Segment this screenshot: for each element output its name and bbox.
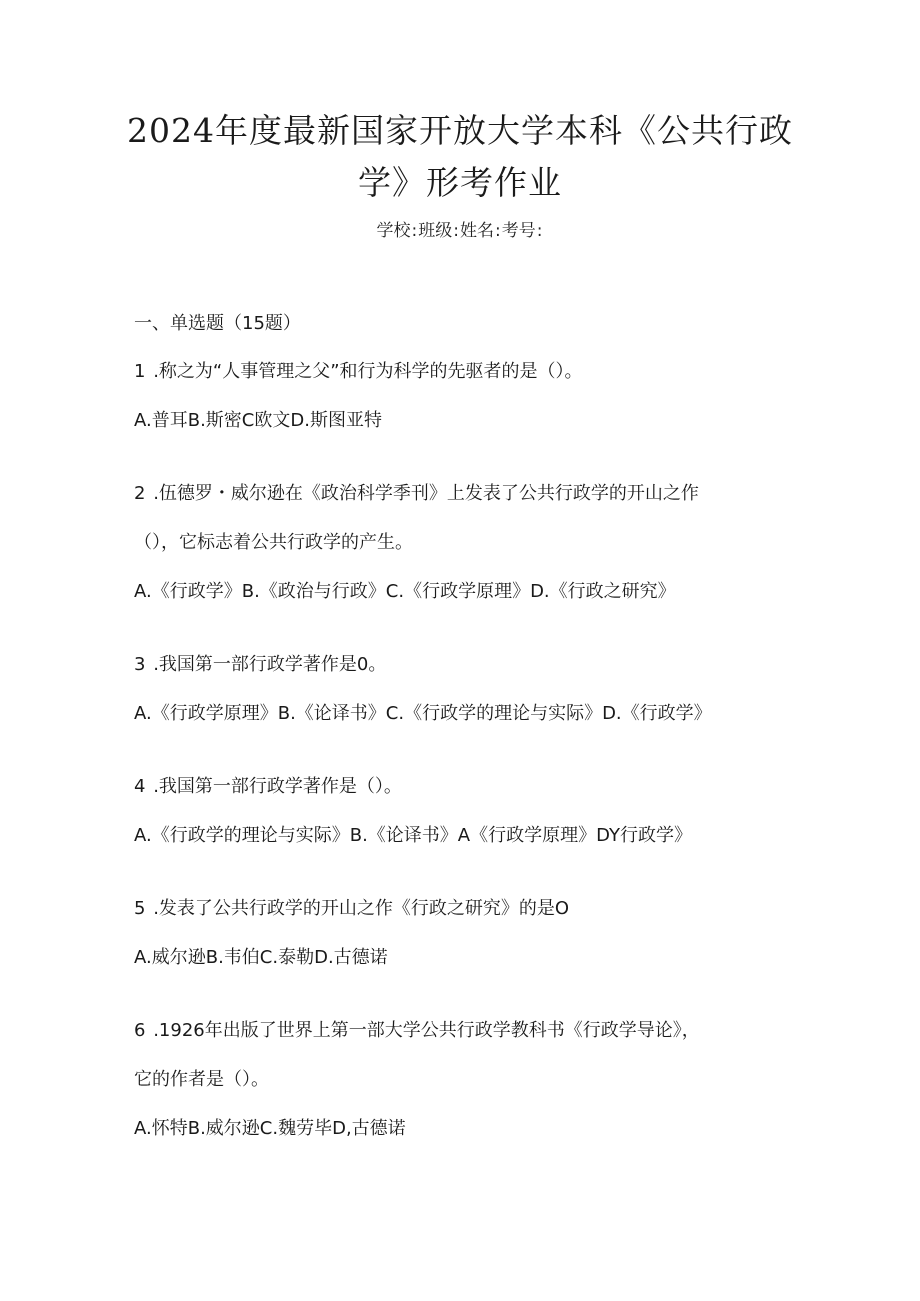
- question-1-number: 1: [134, 361, 146, 382]
- section-heading: 一、单选题（15题）: [134, 313, 301, 334]
- question-6-stem-continued: 它的作者是（）。: [134, 1069, 269, 1090]
- question-3-text: .我国第一部行政学著作是0。: [153, 654, 387, 675]
- question-3-options: A.《行政学原理》B.《论译书》C.《行政学的理论与实际》D.《行政学》: [134, 703, 712, 724]
- question-4-number: 4: [134, 776, 146, 797]
- question-5-stem: [134, 894, 569, 924]
- question-3-stem: [134, 650, 386, 680]
- question-6-stem: [134, 1016, 700, 1046]
- question-1-text: .称之为“人事管理之父”和行为科学的先驱者的是（）。: [153, 361, 583, 382]
- exam-number-label: 考号: [501, 221, 536, 241]
- question-4-stem: [134, 772, 402, 802]
- question-1-stem: [134, 357, 583, 387]
- school-label: 学校: [376, 221, 411, 241]
- question-4-text: .我国第一部行政学著作是（）。: [153, 776, 402, 797]
- question-2-stem: [134, 479, 699, 509]
- document-title-line-1: 2024年度最新国家开放大学本科《公共行政: [127, 111, 793, 150]
- question-6-number: 6: [134, 1020, 146, 1041]
- question-5-number: 5: [134, 898, 146, 919]
- question-6-text: .1926年出版了世界上第一部大学公共行政学教科书《行政学导论》，: [153, 1020, 700, 1041]
- question-3-number: 3: [134, 654, 146, 675]
- question-4-options: A.《行政学的理论与实际》B.《论译书》A《行政学原理》DY行政学》: [134, 825, 692, 846]
- question-6-options: A.怀特B.威尔逊C.魏劳毕D,古德诺: [134, 1118, 406, 1139]
- question-1-options: A.普耳B.斯密C欧文D.斯图亚特: [134, 410, 382, 431]
- question-2-text: .伍德罗・威尔逊在《政治科学季刊》上发表了公共行政学的开山之作: [153, 483, 699, 504]
- question-2-options: A.《行政学》B.《政治与行政》C.《行政学原理》D.《行政之研究》: [134, 581, 676, 602]
- question-5-text: .发表了公共行政学的开山之作《行政之研究》的是O: [153, 898, 570, 919]
- question-5-options: A.威尔逊B.韦伯C.泰勒D.古德诺: [134, 947, 388, 968]
- class-label: 班级: [418, 221, 453, 241]
- document-title-line-2: 学》形考作业: [358, 163, 562, 202]
- name-label: 姓名: [460, 221, 494, 241]
- question-2-number: 2: [134, 483, 146, 504]
- student-info-line: 学校:班级:姓名:考号:: [376, 221, 543, 241]
- question-2-stem-continued: （），它标志着公共行政学的产生。: [134, 532, 413, 553]
